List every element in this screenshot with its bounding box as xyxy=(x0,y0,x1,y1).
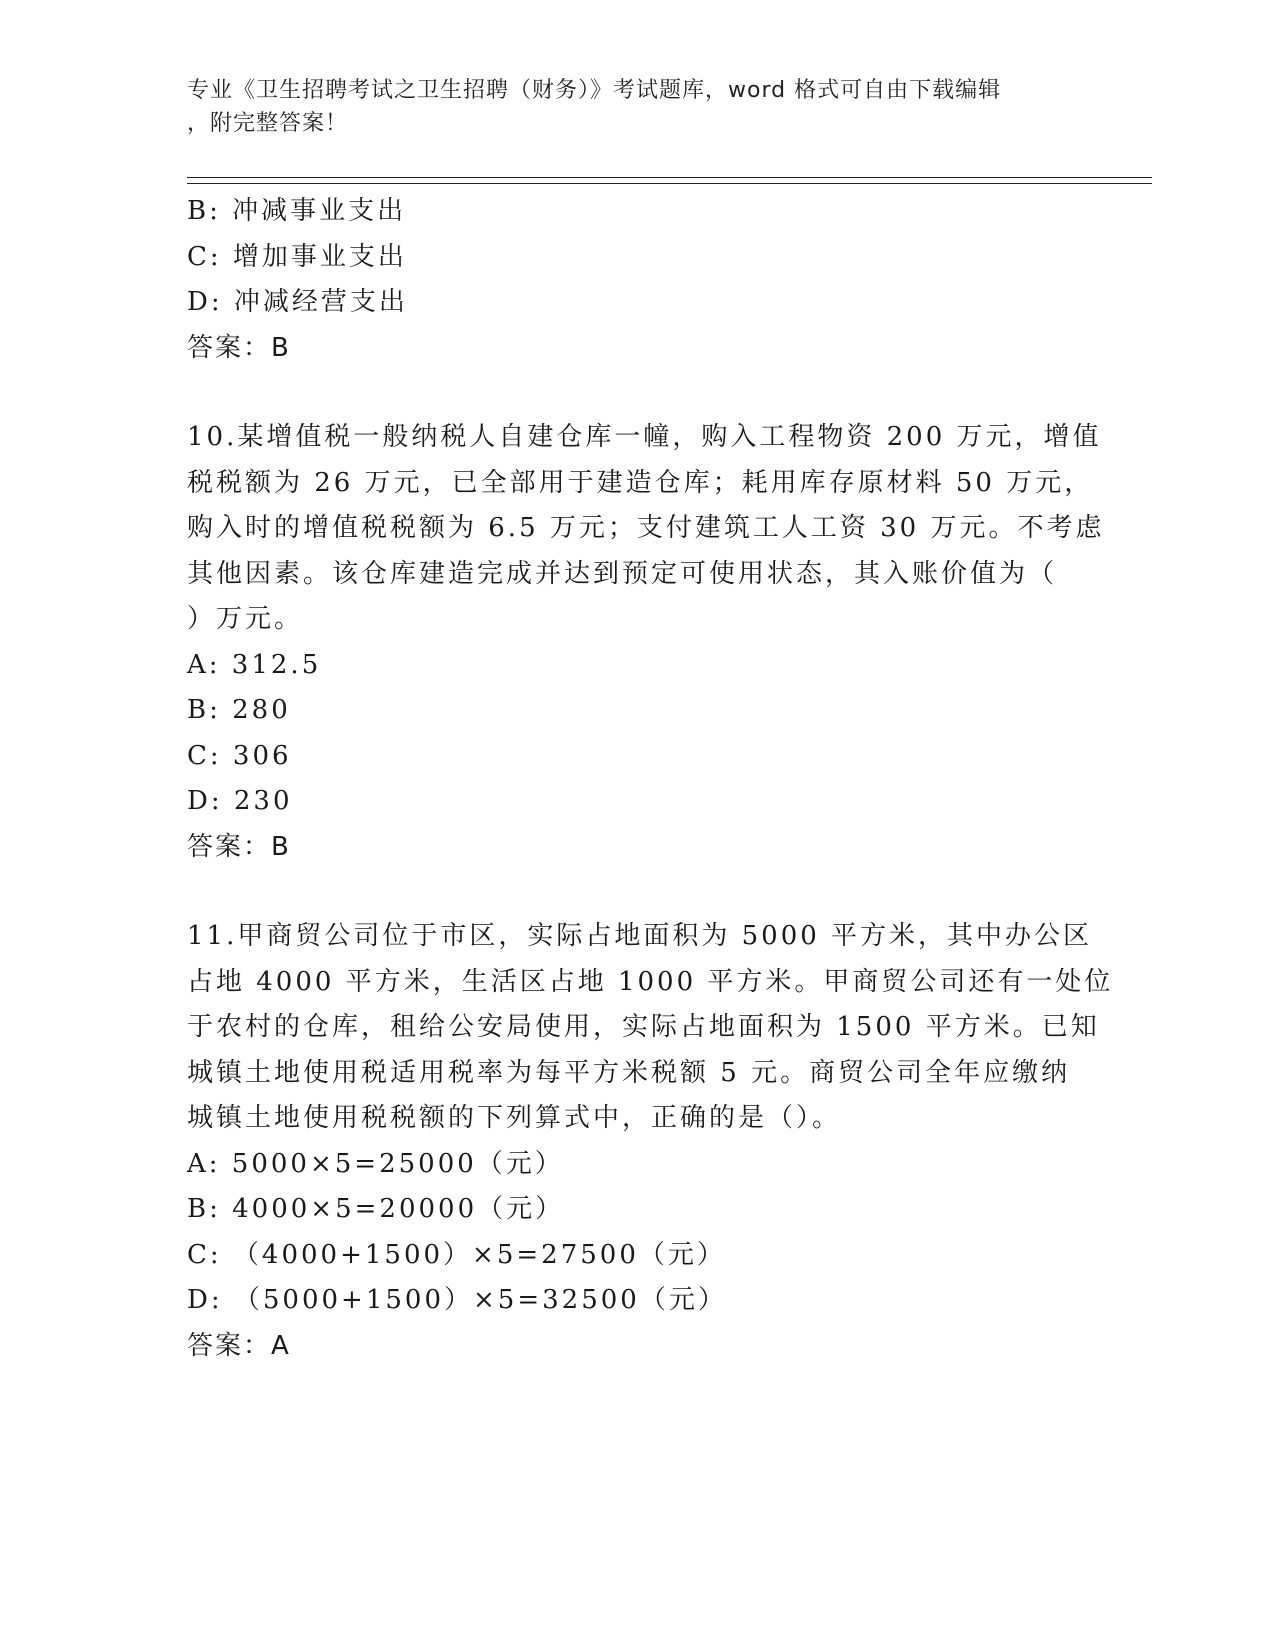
question-stem-line: 占地 4000 平方米，生活区占地 1000 平方米。甲商贸公司还有一处位 xyxy=(187,966,1114,997)
option-c: C: 306 xyxy=(187,740,292,771)
option-d: D: 230 xyxy=(187,786,293,816)
question-stem-line: 11.甲商贸公司位于市区，实际占地面积为 5000 平方米，其中办公区 xyxy=(187,921,1093,951)
option-c: C: （4000+1500）×5=27500（元） xyxy=(187,1239,726,1270)
question-stem-line: 购入时的增值税税额为 6.5 万元；支付建筑工人工资 30 万元。不考虑 xyxy=(187,513,1105,543)
header-divider-top xyxy=(187,177,1152,178)
question-11 xyxy=(187,914,1114,1369)
option-a: A: 5000×5=25000（元） xyxy=(187,1148,564,1179)
option-b: B: 280 xyxy=(187,695,291,725)
option-d: D: （5000+1500）×5=32500（元） xyxy=(187,1285,727,1315)
answer-label: 答案：B xyxy=(187,332,291,363)
question-stem-line: 10.某增值税一般纳税人自建仓库一幢，购入工程物资 200 万元，增值 xyxy=(187,422,1102,452)
option-a: A: 312.5 xyxy=(187,649,322,680)
question-9 xyxy=(187,189,1087,371)
document-body xyxy=(187,189,1114,1369)
question-stem-line: 其他因素。该仓库建造完成并达到预定可使用状态，其入账价值为（ xyxy=(187,558,1058,589)
question-stem-line: 于农村的仓库，租给公安局使用，实际占地面积为 1500 平方米。已知 xyxy=(187,1012,1100,1042)
question-stem-line: 税税额为 26 万元，已全部用于建造仓库；耗用库存原材料 50 万元， xyxy=(187,467,1094,498)
option-b: B: 4000×5=20000（元） xyxy=(187,1194,565,1224)
header-divider-bottom xyxy=(187,183,1152,184)
option-d: D: 冲减经营支出 xyxy=(187,287,408,317)
question-stem-line: ）万元。 xyxy=(187,604,304,634)
answer-label: 答案：B xyxy=(187,831,291,862)
question-stem-line: 城镇土地使用税税额的下列算式中，正确的是（）。 xyxy=(187,1103,842,1133)
spacer xyxy=(187,870,1087,914)
option-c: C: 增加事业支出 xyxy=(187,241,407,272)
question-stem-line: 城镇土地使用税适用税率为每平方米税额 5 元。商贸公司全年应缴纳 xyxy=(187,1057,1071,1088)
page-header xyxy=(187,74,1067,140)
answer-label: 答案：A xyxy=(187,1330,291,1361)
header-line-2: ，附完整答案！ xyxy=(187,111,349,136)
spacer xyxy=(187,371,1087,415)
question-10 xyxy=(187,415,1105,870)
header-line-1: 专业《卫生招聘考试之卫生招聘（财务）》考试题库，word 格式可自由下载编辑 xyxy=(187,78,1002,103)
option-b: B: 冲减事业支出 xyxy=(187,196,407,226)
